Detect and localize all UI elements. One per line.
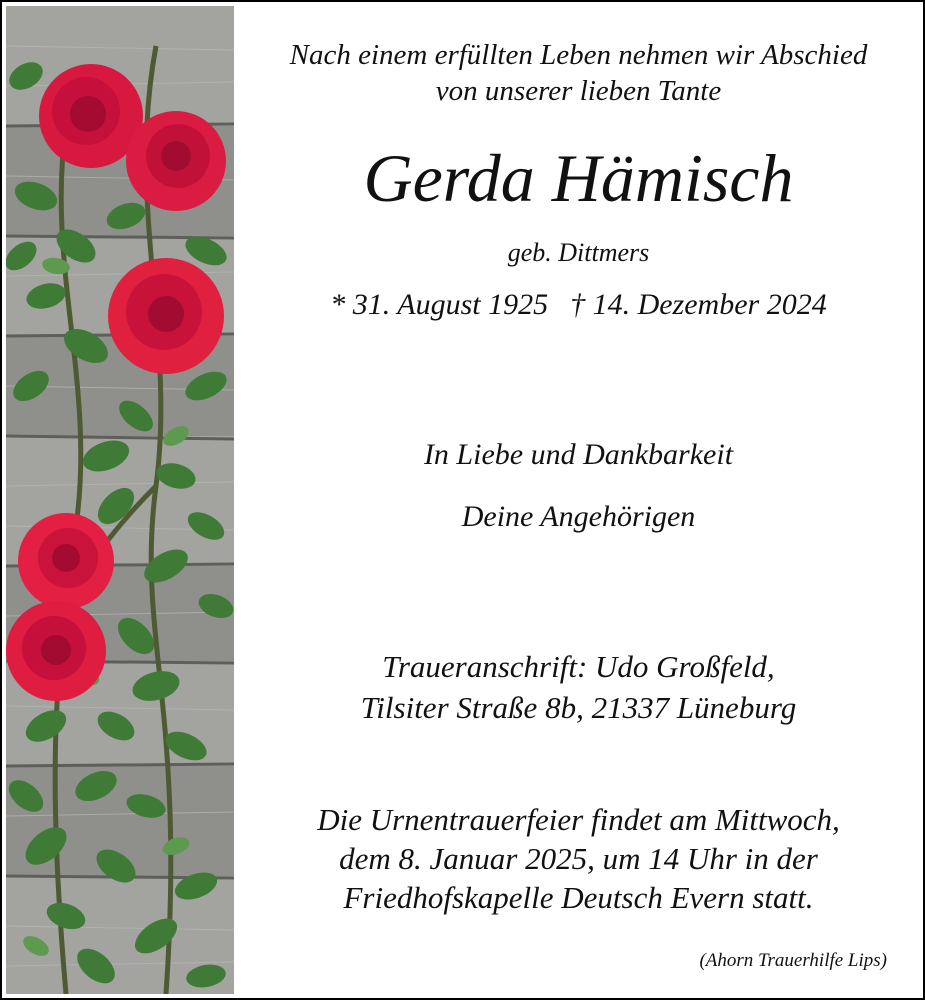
birth-date: * 31. August 1925 xyxy=(330,288,549,321)
thanks-line-2: Deine Angehörigen xyxy=(461,500,696,533)
death-date: † 14. Dezember 2024 xyxy=(570,288,827,321)
address-line-1: Traueranschrift: Udo Großfeld, xyxy=(382,649,775,684)
funeral-home-credit: (Ahorn Trauerhilfe Lips) xyxy=(699,950,887,971)
roses-photo xyxy=(6,6,234,994)
intro-line-1: Nach einem erfüllten Leben nehmen wir Abschied xyxy=(289,39,868,71)
birth-name: geb. Dittmers xyxy=(507,238,650,267)
intro-line-2: von unserer lieben Tante xyxy=(435,75,722,107)
address-line-2: Tilsiter Straße 8b, 21337 Lüneburg xyxy=(360,690,797,725)
notice-text xyxy=(234,2,923,998)
service-line-3: Friedhofskapelle Deutsch Evern statt. xyxy=(343,880,814,915)
service-line-2: dem 8. Januar 2025, um 14 Uhr in der xyxy=(339,841,818,876)
service-line-1: Die Urnentrauerfeier findet am Mittwoch, xyxy=(317,802,840,837)
deceased-name: Gerda Hämisch xyxy=(363,140,794,216)
thanks-line-1: In Liebe und Dankbarkeit xyxy=(423,438,734,471)
life-dates xyxy=(234,288,923,322)
